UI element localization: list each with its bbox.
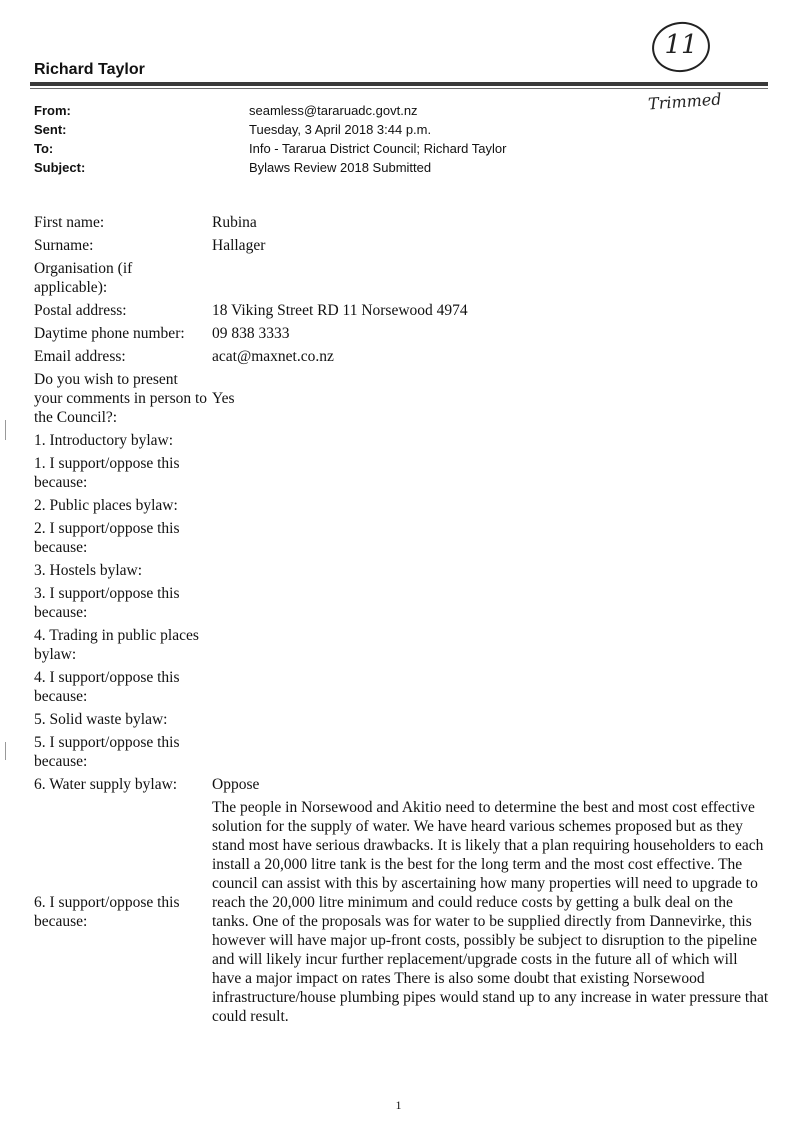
form-row-bylaw-6-reason [34,798,769,1026]
form-label: 4. Trading in public places bylaw: [34,627,199,663]
form-label: Daytime phone number: [34,325,185,342]
email-sent-row [34,120,579,139]
from-label: From: [34,103,71,118]
header-divider-thin [30,88,768,89]
form-label: 1. Introductory bylaw: [34,432,174,449]
subject-value: Bylaws Review 2018 Submitted [249,160,432,175]
email-to-row [34,139,579,158]
form-label: 2. Public places bylaw: [34,497,178,514]
form-value-comment: The people in Norsewood and Akitio need to determine the best and most cost effective solution for the supply of water. We have heard various schemes proposed but as they stand most have serious drawbacks. It is likely that a plan requiring householders to each install a 20,000 litre tank is the best for the long term and the most cost effective. The council can assist with this by ascertaining how many properties will need to upgrade to reach the 20,000 litre minimum and could reduce costs by getting a bulk deal on the tanks. One of the proposals was for water to be supplied directly from Dannevirke, this however will have major up-front costs, possibly be subject to disruption to the pipeline and will likely incur further replacement/upgrade costs in the future all of which will have a major impact on rates There is also some doubt that existing Norsewood infrastructure/house plumbing pipes would stand up to any increase in water pressure that could result. [212,799,769,1025]
form-row-present-in-person [34,370,769,427]
form-row-bylaw-4 [34,626,769,664]
subject-label: Subject: [34,160,86,175]
scan-artifact [5,420,6,440]
form-value: Yes [212,390,235,407]
form-row-phone [34,324,769,343]
form-label: Organisation (if applicable): [34,260,133,296]
handwritten-note: Trimmed [647,89,723,114]
form-row-organisation [34,259,769,297]
email-subject-row [34,158,579,177]
form-value: Hallager [212,237,266,254]
form-row-postal-address [34,301,769,320]
form-value: acat@maxnet.co.nz [212,348,334,365]
form-row-bylaw-5-reason [34,733,769,771]
form-label: Surname: [34,237,94,254]
sent-label: Sent: [34,122,67,137]
form-label: Do you wish to present your comments in person to the Council?: [34,371,208,426]
form-value: Rubina [212,214,257,231]
form-label: 4. I support/oppose this because: [34,669,180,705]
form-row-bylaw-3-reason [34,584,769,622]
form-value: 18 Viking Street RD 11 Norsewood 4974 [212,302,468,319]
form-row-bylaw-4-reason [34,668,769,706]
submission-form [34,213,769,1026]
scan-artifact [5,742,6,760]
form-label: First name: [34,214,105,231]
header-divider [30,82,768,86]
form-row-bylaw-3 [34,561,769,580]
email-from-row [34,101,579,120]
form-label: 3. I support/oppose this because: [34,585,180,621]
to-value: Info - Tararua District Council; Richard Taylor [249,141,507,156]
form-row-bylaw-5 [34,710,769,729]
form-row-bylaw-2 [34,496,769,515]
form-row-bylaw-1 [34,431,769,450]
form-row-first-name [34,213,769,232]
form-label: 6. I support/oppose this because: [34,894,180,930]
form-label: 3. Hostels bylaw: [34,562,143,579]
form-row-bylaw-2-reason [34,519,769,557]
form-value: 09 838 3333 [212,325,290,342]
form-value: Oppose [212,776,260,793]
form-row-bylaw-6 [34,775,769,794]
form-row-surname [34,236,769,255]
form-label: 1. I support/oppose this because: [34,455,180,491]
form-row-bylaw-1-reason [34,454,769,492]
email-header [34,101,579,177]
from-value: seamless@tararuadc.govt.nz [249,103,418,118]
sender-name: Richard Taylor [34,61,145,78]
form-label: Postal address: [34,302,127,319]
form-label: 5. Solid waste bylaw: [34,711,168,728]
form-label: Email address: [34,348,126,365]
to-label: To: [34,141,54,156]
form-label: 6. Water supply bylaw: [34,776,178,793]
page-number: 1 [395,1098,402,1112]
form-label: 5. I support/oppose this because: [34,734,180,770]
sent-value: Tuesday, 3 April 2018 3:44 p.m. [249,122,432,137]
form-row-email [34,347,769,366]
form-label: 2. I support/oppose this because: [34,520,180,556]
handwritten-circled-number: 11 [664,30,698,60]
